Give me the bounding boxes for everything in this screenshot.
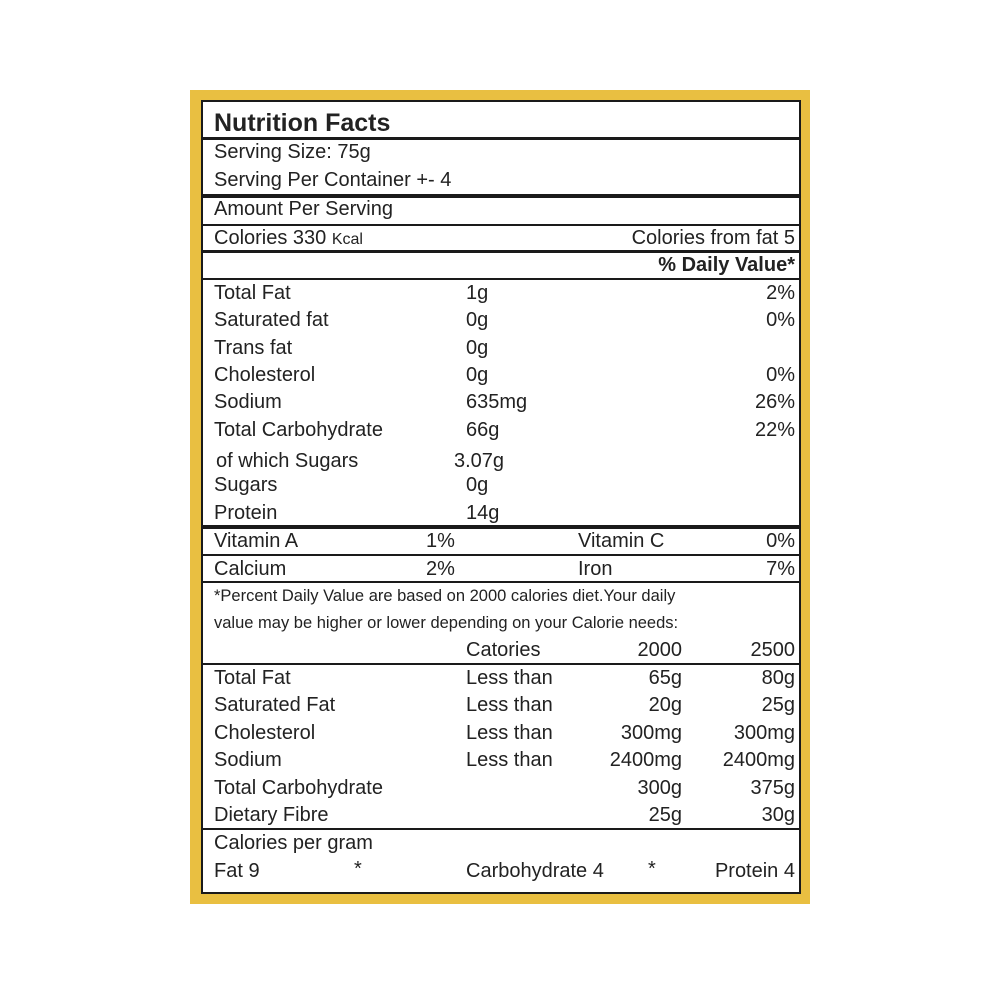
calories (214, 226, 363, 252)
nutrient-name: Total Carbohydrate (214, 419, 383, 441)
nutrient-name: Total Fat (214, 282, 291, 304)
nutrient-amount: 3.07g (454, 450, 505, 472)
nutrient-daily-value: 0% (766, 364, 795, 386)
divider (203, 278, 799, 280)
reference-value-2500: 2400mg (722, 749, 795, 771)
nutrition-label (201, 100, 801, 894)
reference-qualifier: Less than (466, 694, 553, 716)
nutrient-name: of which Sugars (216, 450, 359, 472)
per-gram-carbohydrate: Carbohydrate 4 (466, 860, 604, 882)
nutrient-amount: 14g (466, 502, 500, 524)
reference-value-2000: 300g (637, 777, 682, 799)
vitamin-name: Vitamin C (578, 530, 665, 552)
reference-value-2000: 300mg (620, 722, 682, 744)
nutrient-amount: 0g (466, 309, 489, 331)
calories-per-gram-label: Calories per gram (214, 832, 373, 854)
nutrient-daily-value: 26% (754, 391, 795, 413)
calories-value: Colories 330 (214, 227, 327, 249)
nutrient-name: Sugars (214, 474, 278, 496)
reference-qualifier: Less than (466, 749, 553, 771)
reference-qualifier: Less than (466, 667, 553, 689)
per-gram-fat: Fat 9 (214, 860, 260, 882)
divider (203, 828, 799, 830)
nutrient-name: Cholesterol (214, 364, 316, 386)
nutrient-name: Saturated fat (214, 309, 329, 331)
per-gram-separator: * (354, 858, 362, 880)
reference-header-2500: 2500 (750, 639, 795, 661)
nutrient-amount: 0g (466, 337, 489, 359)
calories-unit: Kcal (331, 231, 363, 248)
reference-value-2000: 2400mg (609, 749, 682, 771)
nutrient-name: Protein (214, 502, 278, 524)
reference-value-2000: 20g (648, 694, 682, 716)
label-title: Nutrition Facts (214, 109, 391, 137)
reference-value-2500: 375g (750, 777, 795, 799)
reference-name: Total Carbohydrate (214, 777, 383, 799)
amount-per-serving: Amount Per Serving (214, 198, 393, 220)
calories-from-fat: Colories from fat 5 (631, 227, 795, 249)
reference-name: Cholesterol (214, 722, 316, 744)
footnote: *Percent Daily Value are based on 2000 calories diet.Your daily (214, 587, 676, 605)
reference-value-2500: 80g (761, 667, 795, 689)
reference-name: Sodium (214, 749, 282, 771)
reference-header-label: Catories (466, 639, 541, 661)
mineral-value: 2% (426, 558, 455, 580)
reference-header-2000: 2000 (637, 639, 682, 661)
serving-size: Serving Size: 75g (214, 141, 371, 163)
per-gram-separator: * (648, 858, 656, 880)
divider (203, 663, 799, 665)
reference-value-2000: 65g (648, 667, 682, 689)
mineral-name: Iron (578, 558, 613, 580)
reference-value-2500: 25g (761, 694, 795, 716)
nutrient-name: Trans fat (214, 337, 293, 359)
vitamin-name: Vitamin A (214, 530, 299, 552)
footnote: value may be higher or lower depending on your Calorie needs: (214, 614, 679, 632)
daily-value-header: % Daily Value* (658, 254, 795, 276)
nutrient-amount: 635mg (466, 391, 528, 413)
vitamin-value: 1% (426, 530, 455, 552)
nutrient-amount: 1g (466, 282, 489, 304)
reference-name: Total Fat (214, 667, 291, 689)
reference-name: Dietary Fibre (214, 804, 329, 826)
nutrient-amount: 66g (466, 419, 500, 441)
mineral-name: Calcium (214, 558, 287, 580)
nutrient-name: Sodium (214, 391, 282, 413)
reference-value-2000: 25g (648, 804, 682, 826)
divider (203, 581, 799, 583)
mineral-value: 7% (766, 558, 795, 580)
reference-name: Saturated Fat (214, 694, 336, 716)
vitamin-value: 0% (766, 530, 795, 552)
nutrient-daily-value: 0% (766, 309, 795, 331)
reference-value-2500: 30g (761, 804, 795, 826)
reference-qualifier: Less than (466, 722, 553, 744)
reference-value-2500: 300mg (733, 722, 795, 744)
nutrient-daily-value: 22% (754, 419, 795, 441)
nutrient-amount: 0g (466, 474, 489, 496)
servings-per-container: Serving Per Container +- 4 (214, 169, 452, 191)
divider (203, 554, 799, 556)
nutrient-amount: 0g (466, 364, 489, 386)
per-gram-protein: Protein 4 (714, 860, 795, 882)
nutrient-daily-value: 2% (766, 282, 795, 304)
